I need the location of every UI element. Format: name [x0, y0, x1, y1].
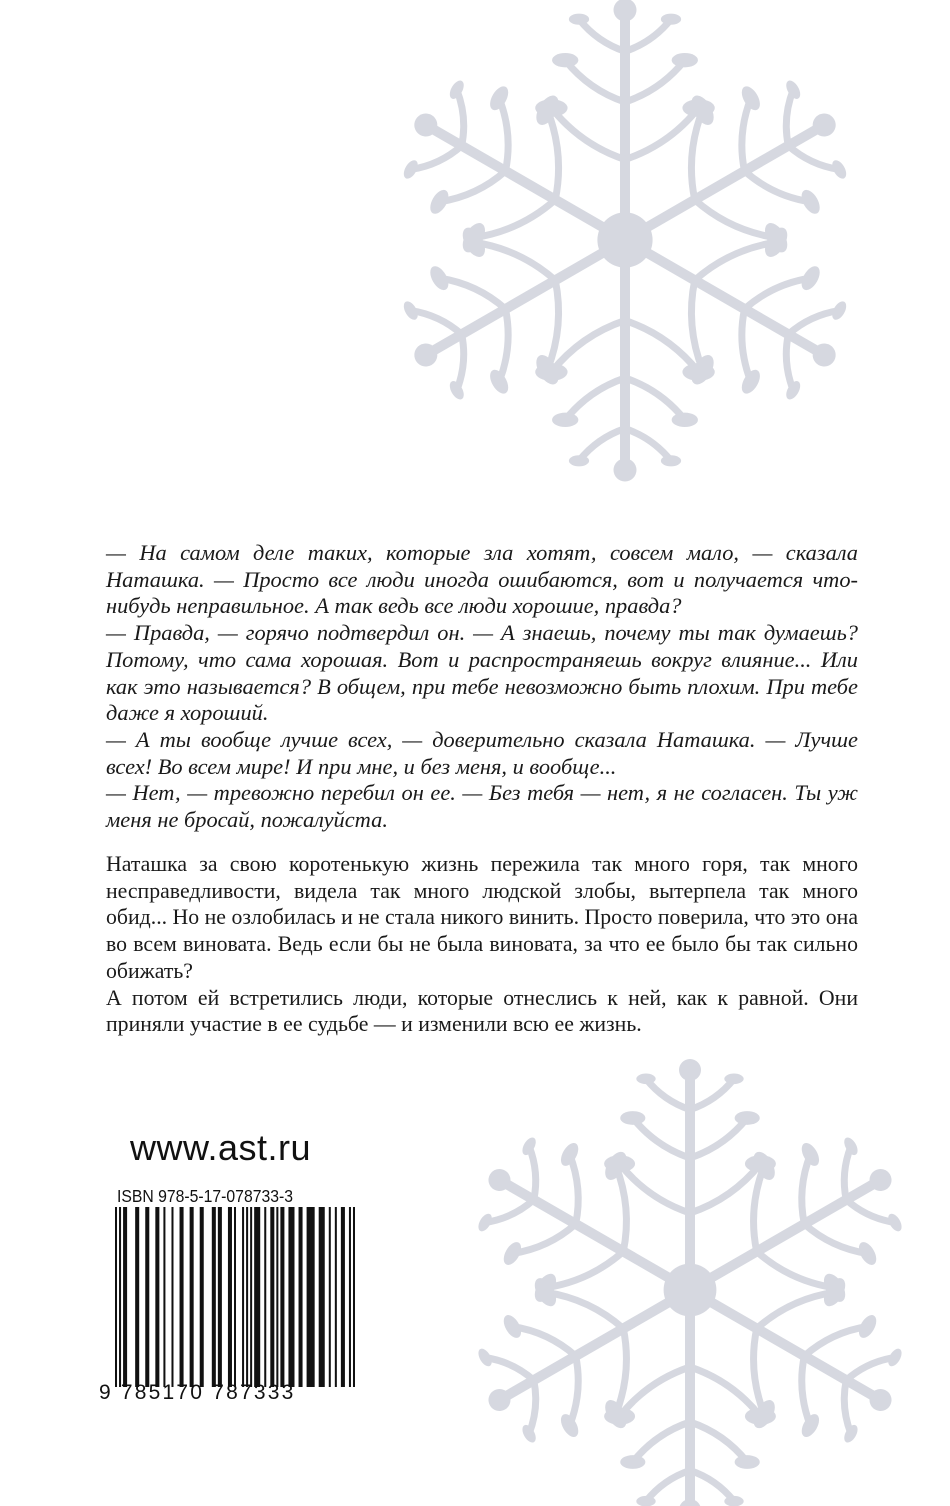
barcode-digits: 9 785170 787333: [99, 1381, 296, 1404]
blurb-paragraph: А потом ей встретились люди, которые отнеслись к ней, как к равной. Они приняли участие в ее судьбе — и изменили всю ее жизнь.: [106, 985, 858, 1037]
quote-paragraph: — Нет, — тревожно перебил он ее. — Без тебя — нет, я не согласен. Ты уж меня не бросай, пожалуйста.: [106, 780, 858, 833]
snowflake-ornament-icon: [370, 1040, 950, 1506]
barcode-icon: [115, 1207, 355, 1387]
book-blurb: [106, 851, 858, 1038]
publisher-website: www.ast.ru: [130, 1127, 312, 1168]
quote-paragraph: — На самом деле таких, которые зла хотят, совсем мало, — сказала Наташка. — Просто все люди иногда ошибаются, вот и получается что-нибудь неправильное. А так ведь все люди хорошие, правда?: [106, 540, 858, 619]
quote-paragraph: — А ты вообще лучше всех, — доверительно сказала Наташка. — Лучше всех! Во всем мире! И при мне, и без меня, и вообще...: [106, 726, 858, 779]
quote-excerpt: [106, 540, 858, 834]
quote-paragraph: — Правда, — горячо подтвердил он. — А знаешь, почему ты так думаешь? Потому, что сама хорошая. Вот и распространяешь вокруг влияние... Или как это называется? В общем, при тебе невозможно быть плохим. При тебе даже я хороший.: [106, 620, 858, 726]
blurb-paragraph: Наташка за свою коротенькую жизнь пережила так много горя, так много несправедливости, видела так много людской злобы, вытерпела так много обид... Но не озлобилась и не стала никого винить. Просто поверила, что это она во всем виновата. Ведь если бы не была виновата, за что ее было бы так сильно обижать?: [106, 852, 858, 983]
isbn-label: ISBN 978-5-17-078733-3: [117, 1186, 293, 1206]
snowflake-ornament-icon: [280, 0, 950, 500]
